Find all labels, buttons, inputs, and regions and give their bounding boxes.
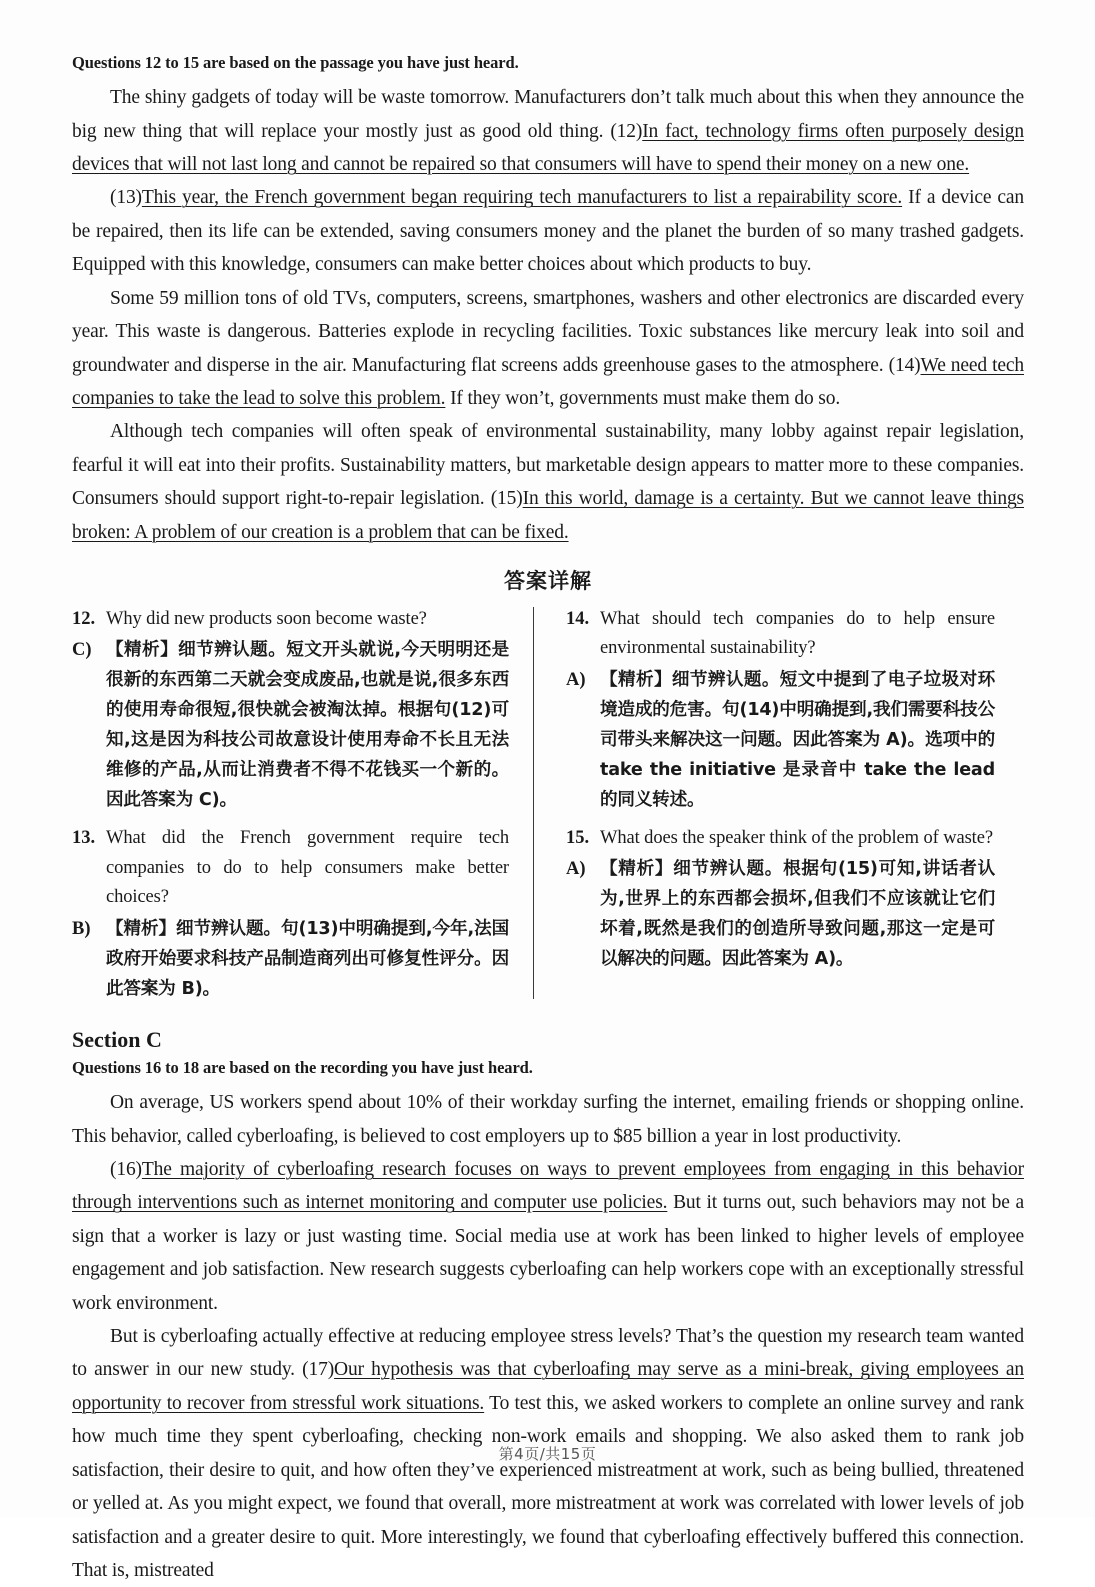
plain-run: If a device can be repaired, then its life can be extended, saving consumers money and the planet the burden of so many trashed gadgets. Equipped with this knowledge, consumers can make better choices about which products to buy. bbox=[72, 187, 1024, 276]
answer-key: B) bbox=[72, 918, 91, 939]
plain-run: To test this, we asked workers to complete an online survey and rank how much time they spent cyberloafing, checking non-work emails and shopping. We also asked them to rank job satisfaction, their desire to quit, and how often they’ve experienced mistreatment at work, such as being bullied, threatened or yelled at. As you might expect, we found that overall, more mistreatment at work was correlated with lower levels of job satisfaction and a greater desire to quit. More interestingly, we found that cyberloafing effectively buffered this connection. That is, mistreated bbox=[72, 1392, 1025, 1581]
passage-1-paragraph bbox=[72, 81, 1024, 181]
passage-1-body bbox=[72, 81, 1024, 549]
question-text: Why did new products soon become waste? bbox=[106, 608, 427, 629]
plain-run: On average, US workers spend about 10% of their workday surfing the internet, emailing friends or shopping online. This behavior, called cyberloafing, is believed to cost employers up to $85 billion a year in lost productivity. bbox=[72, 1092, 1024, 1147]
answer-explanation: 【精析】细节辨认题。短文中提到了电子垃圾对环境造成的危害。句(14)中明确提到,我们需要科技公司带头来解决这一问题。因此答案为 A)。选项中的 take the initiative 是录音中 take the lead 的同义转述。 bbox=[600, 669, 995, 810]
question-text: What did the French government require tech companies to do to help consumers make better choices? bbox=[106, 828, 509, 908]
answer-explanations-heading: 答案详解 bbox=[504, 568, 592, 593]
plain-run: If they won’t, governments must make them do so. bbox=[445, 387, 841, 409]
plain-run: But is cyberloafing actually effective at reducing employee stress levels? That’s the question my research team wanted to answer in our new study. (17) bbox=[72, 1326, 1024, 1381]
answer-explanation: 【精析】细节辨认题。短文开头就说,今天明明还是很新的东西第二天就会变成废品,也就是说,很多东西的使用寿命很短,很快就会被淘汰掉。根据句(12)可知,这是因为科技公司故意设计使用寿命不长且无法维修的产品,从而让消费者不得不花钱买一个新的。因此答案为 C)。 bbox=[106, 640, 509, 811]
page-footer: 第4页/共15页 bbox=[498, 1445, 597, 1463]
section-c-directions: Questions 16 to 18 are based on the recording you have just heard. bbox=[72, 1057, 533, 1077]
answer-entry bbox=[566, 854, 995, 974]
answer-column-right bbox=[540, 605, 995, 1013]
question-number: 12. bbox=[72, 608, 96, 629]
question-entry bbox=[566, 824, 995, 854]
question-entry bbox=[72, 605, 509, 635]
plain-run: The shiny gadgets of today will be waste tomorrow. Manufacturers don’t talk much about this when they announce the big new thing that will replace your mostly just as good old thing. (12) bbox=[72, 87, 1024, 142]
plain-run: Although tech companies will often speak of environmental sustainability, many lobby against repair legislation, fearful it will eat into their profits. Sustainability matters, but marketable design appears to matter more to these companies. Consumers should support right-to-repair legislation. (15) bbox=[72, 421, 1024, 510]
passage-1-paragraph bbox=[72, 181, 1024, 281]
question-entry bbox=[566, 605, 995, 664]
answer-explanations-columns bbox=[72, 605, 1024, 1013]
column-divider bbox=[533, 607, 534, 999]
plain-run: (16) bbox=[110, 1159, 142, 1181]
underlined-run: In this world, damage is a certainty. But we cannot leave things broken: A problem of our creation is a problem that can be fixed. bbox=[72, 488, 1025, 543]
answer-explanation: 【精析】细节辨认题。句(13)中明确提到,今年,法国政府开始要求科技产品制造商列出可修复性评分。因此答案为 B)。 bbox=[106, 918, 509, 999]
section-c-title: Section C bbox=[72, 1026, 162, 1052]
plain-run: But it turns out, such behaviors may not be a sign that a worker is lazy or just wasting time. Social media use at work has been linked to higher levels of employee engagement and job satisfaction. New research suggests cyberloafing can help workers cope with an exceptionally stressful work environment. bbox=[72, 1192, 1024, 1314]
passage-1-directions: Questions 12 to 15 are based on the passage you have just heard. bbox=[72, 53, 519, 72]
section-c-body bbox=[72, 1086, 1024, 1587]
passage-1-paragraph bbox=[72, 282, 1024, 416]
question-number: 13. bbox=[72, 828, 96, 849]
underlined-run: Our hypothesis was that cyberloafing may serve as a mini-break, giving employees an opportunity to recover from stressful work situations. bbox=[72, 1359, 1024, 1414]
question-entry bbox=[72, 824, 509, 913]
plain-run: Some 59 million tons of old TVs, computers, screens, smartphones, washers and other electronics are discarded every year. This waste is dangerous. Batteries explode in recycling facilities. Toxic substances like mercury leak into soil and groundwater and disperse in the air. Manufacturing flat screens adds greenhouse gases to the atmosphere. (14) bbox=[72, 287, 1024, 376]
answer-explanation: 【精析】细节辨认题。根据句(15)可知,讲话者认为,世界上的东西都会损坏,但我们不应该就让它们坏着,既然是我们的创造所导致问题,那这一定是可以解决的问题。因此答案为 A)。 bbox=[600, 859, 995, 970]
question-text: What should tech companies do to help ensure environmental sustainability? bbox=[600, 608, 995, 659]
answer-entry bbox=[72, 914, 509, 1004]
answer-column-left bbox=[72, 605, 527, 1013]
section-c-paragraph bbox=[72, 1086, 1024, 1153]
underlined-run: We need tech companies to take the lead to solve this problem. bbox=[72, 354, 1024, 409]
plain-run: (13) bbox=[110, 187, 142, 209]
page-content bbox=[72, 52, 1024, 1587]
answer-entry bbox=[566, 665, 995, 815]
underlined-run: This year, the French government began requiring tech manufacturers to list a repairability score. bbox=[141, 187, 903, 209]
answer-key: C) bbox=[72, 640, 92, 661]
underlined-run: The majority of cyberloafing research focuses on ways to prevent employees from engaging in this behavior through interventions such as internet monitoring and computer use policies. bbox=[72, 1159, 1024, 1214]
question-number: 15. bbox=[566, 827, 590, 848]
answer-key: A) bbox=[566, 669, 586, 690]
passage-1-paragraph bbox=[72, 415, 1024, 549]
answer-key: A) bbox=[566, 859, 586, 880]
underlined-run: In fact, technology firms often purposely design devices that will not last long and cannot be repaired so that consumers will have to spend their money on a new one. bbox=[72, 120, 1024, 176]
question-text: What does the speaker think of the problem of waste? bbox=[600, 827, 993, 848]
section-c-paragraph bbox=[72, 1153, 1024, 1320]
question-number: 14. bbox=[566, 608, 590, 629]
answer-entry bbox=[72, 635, 509, 815]
